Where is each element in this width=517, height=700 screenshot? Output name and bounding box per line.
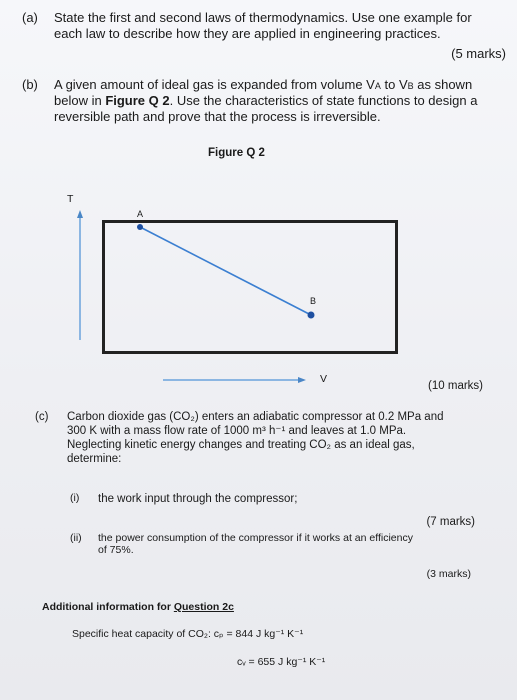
- part-c-line-2: 300 K with a mass flow rate of 1000 m³ h⁻¹ and leaves at 1.0 MPa.: [67, 425, 407, 437]
- cv-line: cᵥ = 655 J kg⁻¹ K⁻¹: [237, 656, 326, 668]
- sub-ii-marks: (3 marks): [426, 568, 471, 580]
- sub-ii-line-2: of 75%.: [98, 544, 134, 556]
- part-a-marks: (5 marks): [451, 46, 506, 61]
- part-c-label: (c): [35, 411, 49, 423]
- part-b-line-3: reversible path and prove that the process is irreversible.: [54, 109, 381, 124]
- part-c-line-1: Carbon dioxide gas (CO₂) enters an adiabatic compressor at 0.2 MPa and: [67, 411, 444, 423]
- cp-line: Specific heat capacity of CO₂: cₚ = 844 J kg⁻¹ K⁻¹: [72, 628, 304, 640]
- t-axis-label: T: [67, 193, 74, 205]
- part-c-line-3: Neglecting kinetic energy changes and treating CO₂ as an ideal gas,: [67, 439, 415, 451]
- additional-info-heading: Additional information for Question 2c: [42, 601, 234, 613]
- part-a-line-2: each law to describe how they are applied in engineering practices.: [54, 26, 441, 41]
- part-b-marks: (10 marks): [428, 380, 483, 392]
- question-2c-reference: Question 2c: [173, 601, 234, 613]
- sub-ii-line-1: the power consumption of the compressor if it works at an efficiency: [98, 532, 413, 544]
- point-a-label: A: [137, 209, 144, 219]
- part-b-line-1: A given amount of ideal gas is expanded from volume VA to VB as shown: [54, 77, 473, 92]
- figure-frame: [102, 220, 398, 354]
- point-b-label: B: [310, 296, 317, 306]
- figure-reference: Figure Q 2: [105, 93, 170, 108]
- figure-title: Figure Q 2: [208, 147, 265, 159]
- part-b-label: (b): [22, 77, 38, 92]
- sub-ii-label: (ii): [70, 532, 82, 544]
- part-b-line-2: below in Figure Q 2. Use the characteristics of state functions to design a: [54, 93, 478, 108]
- t-axis-arrow: [77, 210, 83, 218]
- part-c-line-4: determine:: [67, 453, 122, 465]
- v-axis-label: V: [320, 373, 328, 385]
- part-a-label: (a): [22, 10, 38, 25]
- v-axis-arrow: [298, 377, 306, 383]
- sub-i-label: (i): [70, 492, 80, 504]
- part-a-line-1: State the first and second laws of thermodynamics. Use one example for: [54, 10, 472, 25]
- sub-i-text: the work input through the compressor;: [98, 493, 298, 505]
- sub-i-marks: (7 marks): [426, 516, 475, 528]
